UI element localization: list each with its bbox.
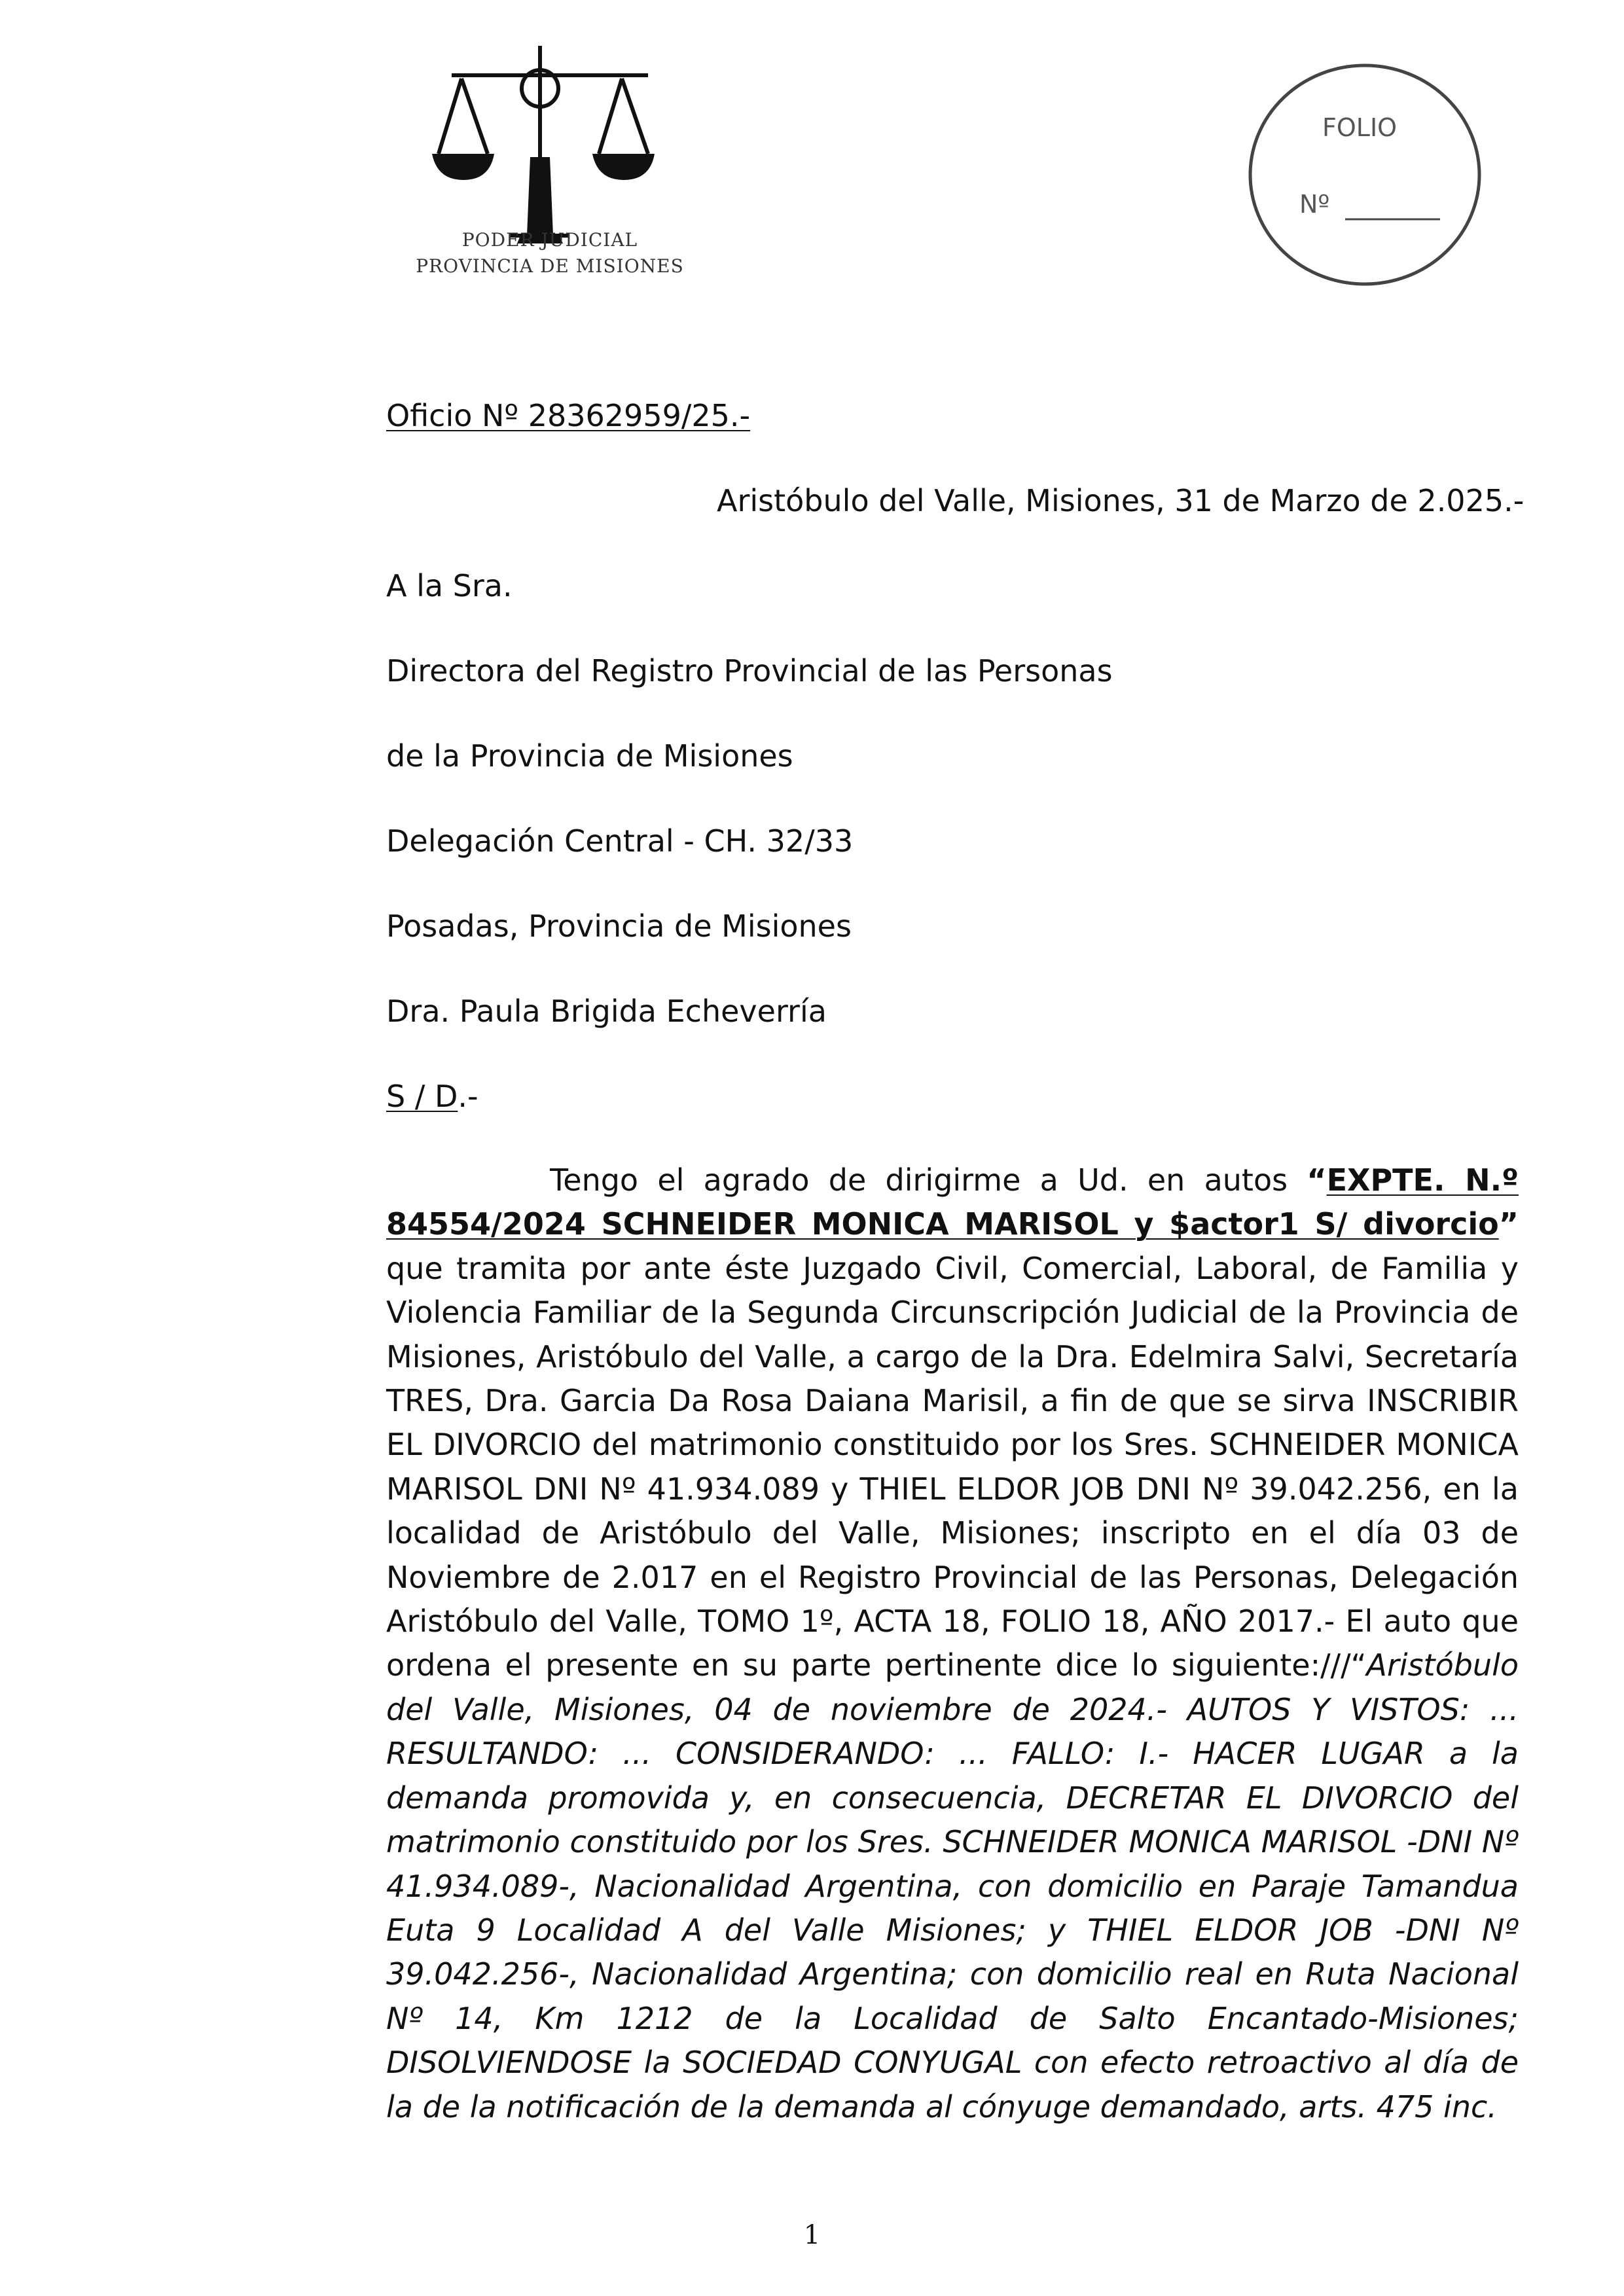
recipient-line-4: Delegación Central - CH. 32/33 (386, 823, 854, 859)
place-date: Aristóbulo del Valle, Misiones, 31 de Marzo de 2.025.- (717, 483, 1525, 518)
folio-number-label: Nº (1299, 190, 1330, 219)
close-quote: ” (1498, 1206, 1519, 1242)
body-text: que tramita por ante éste Juzgado Civil, Comercial, Laboral, de Familia y Violencia Familiar de la Segunda Circunscripción Judicial de la Provincia de Misiones, Aristóbulo del Valle, a cargo de la Dra. Edelmira Salvi, Secretaría TRES, Dra. Garcia Da Rosa Daiana Marisil, a fin de que se sirva INSCRIBIR EL DIVORCIO del matrimonio constituido por los Sres. SCHNEIDER MONICA MARISOL DNI Nº 41.934.089 y THIEL ELDOR JOB DNI Nº 39.042.256, en la localidad de Aristóbulo del Valle, Misiones; inscripto en el día 03 de Noviembre de 2.017 en el Registro Provincial de las Personas, Delegación Aristóbulo del Valle, TOMO 1º, ACTA 18, FOLIO 18, AÑO 2017.- El auto que ordena el presente en su parte pertinente dice lo siguiente:///“ (386, 1250, 1519, 1683)
letter-body (386, 1158, 1519, 2129)
expte-reference: EXPTE. N.º 84554/2024 SCHNEIDER MONICA MARISOL y $actor1 S/ divorcio (386, 1162, 1519, 1242)
folio-stamp (1247, 62, 1483, 288)
salutation-sd (386, 1077, 478, 1116)
quoted-resolution: Aristóbulo del Valle, Misiones, 04 de noviembre de 2024.- AUTOS Y VISTOS: ... RESULTANDO: ... CONSIDERANDO: ... FALLO: I.- HACER LUGAR a la demanda promovida y, en consecuencia, DECRETAR EL DIVORCIO del matrimonio constituido por los Sres. SCHNEIDER MONICA MARISOL -DNI Nº 41.934.089-, Nacionalidad Argentina, con domicilio en Paraje Tamandua Euta 9 Localidad A del Valle Misiones; y THIEL ELDOR JOB -DNI Nº 39.042.256-, Nacionalidad Argentina; con domicilio real en Ruta Nacional Nº 14, Km 1212 de la Localidad de Salto Encantado-Misiones; DISOLVIENDOSE la SOCIEDAD CONYUGAL con efecto retroactivo al día de la de la notificación de la demanda al cónyuge demandado, arts. 475 inc. (386, 1647, 1519, 2125)
oficio-number: Oficio Nº 28362959/25.- (386, 398, 751, 433)
body-paragraph (386, 1158, 1519, 2129)
folio-label: FOLIO (1322, 113, 1398, 142)
recipient-line-6: Dra. Paula Brigida Echeverría (386, 994, 827, 1029)
recipient-line-3: de la Provincia de Misiones (386, 738, 793, 774)
recipient-line-5: Posadas, Provincia de Misiones (386, 908, 852, 944)
recipient-line-2: Directora del Registro Provincial de las Personas (386, 653, 1113, 689)
recipient-line-1: A la Sra. (386, 568, 513, 603)
open-quote: “ (1307, 1162, 1327, 1198)
sd-underlined: S / D (386, 1079, 458, 1114)
intro-text: Tengo el agrado de dirigirme a Ud. en autos (550, 1162, 1307, 1198)
sd-suffix: .- (458, 1079, 478, 1114)
scales-of-justice-icon (412, 39, 687, 255)
logo-line-1: PODER JUDICIAL (461, 229, 638, 251)
poder-judicial-logo (412, 39, 687, 295)
logo-line-2: PROVINCIA DE MISIONES (416, 255, 684, 277)
folio-circle-icon (1247, 62, 1483, 288)
page-number: 1 (803, 2220, 821, 2250)
